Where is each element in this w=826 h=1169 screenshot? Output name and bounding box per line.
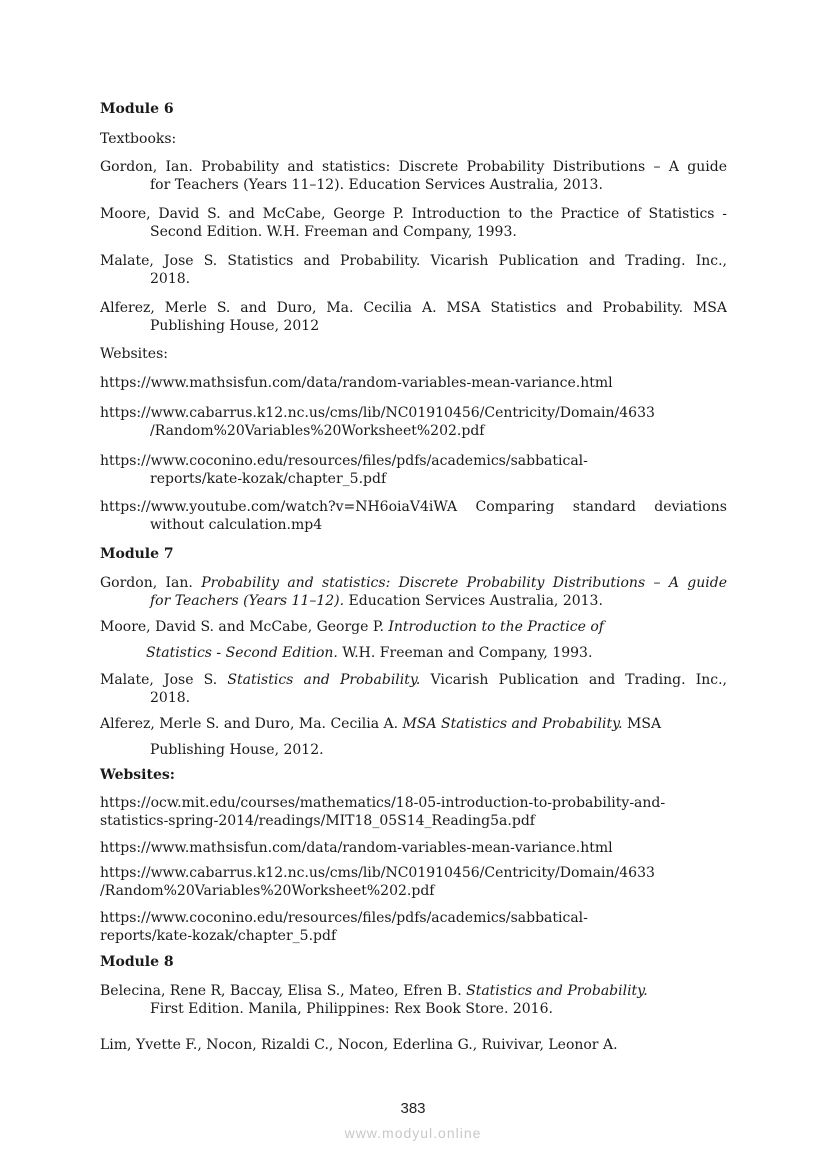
- heading-module-7: [100, 545, 174, 563]
- ref-line: [150, 317, 319, 335]
- text-segment: Vicarish Publication and Trading. Inc.,: [420, 672, 727, 688]
- ref-line: [146, 644, 592, 662]
- ref-line: [150, 689, 190, 707]
- text-segment: reports/kate-kozak/chapter_5.pdf: [100, 928, 337, 944]
- ref-line: [150, 270, 190, 288]
- text-segment: Education Services Australia, 2013.: [344, 593, 603, 609]
- text-segment: statistics-spring-2014/readings/MIT18_05S14_Reading5a.pdf: [100, 813, 535, 829]
- text-segment: https://www.mathsisfun.com/data/random-variables-mean-variance.html: [100, 840, 613, 856]
- ref-line: [150, 176, 603, 194]
- ref-line: [100, 158, 727, 176]
- text-segment: Textbooks:: [100, 131, 177, 147]
- text-segment: MSA Statistics and Probability.: [402, 716, 623, 732]
- text-segment: Malate, Jose S. Statistics and Probability. Vicarish Publication and Trading. Inc.,: [100, 253, 727, 269]
- ref-line: [150, 223, 517, 241]
- text-segment: without calculation.mp4: [150, 517, 323, 533]
- text-segment: https://www.cabarrus.k12.nc.us/cms/lib/NC01910456/Centricity/Domain/4633: [100, 405, 655, 421]
- text-segment: https://www.cabarrus.k12.nc.us/cms/lib/NC01910456/Centricity/Domain/4633: [100, 865, 655, 881]
- text-segment: Moore, David S. and McCabe, George P.: [100, 619, 389, 635]
- heading-module-6: [100, 100, 174, 118]
- watermark: www.modyul.online: [344, 1125, 482, 1141]
- text-segment: 2018.: [150, 271, 191, 287]
- text-segment: Gordon, Ian. Probability and statistics: Discrete Probability Distributions – A guide: [100, 159, 727, 175]
- url-line: [100, 374, 613, 392]
- url-line: [100, 452, 588, 470]
- text-segment: /Random%20Variables%20Worksheet%202.pdf: [150, 423, 485, 439]
- ref-line: [150, 741, 324, 759]
- url-line: [100, 839, 613, 857]
- ref-line: [100, 1036, 618, 1054]
- text-segment: W.H. Freeman and Company, 1993.: [337, 645, 593, 661]
- ref-line: [100, 205, 727, 223]
- text-segment: MSA: [622, 716, 662, 732]
- ref-line: [100, 982, 648, 1000]
- label-textbooks: [100, 130, 176, 148]
- ref-line: [100, 252, 727, 270]
- text-segment: https://www.youtube.com/watch?v=NH6oiaV4iWA Comparing standard deviations: [100, 499, 727, 515]
- url-line: [100, 882, 434, 900]
- text-segment: Module 6: [100, 101, 174, 117]
- text-segment: Statistics and Probability.: [227, 672, 421, 688]
- text-segment: Alferez, Merle S. and Duro, Ma. Cecilia A.: [100, 716, 403, 732]
- url-line: [150, 470, 386, 488]
- text-segment: Publishing House, 2012.: [150, 742, 324, 758]
- ref-line: [100, 299, 727, 317]
- ref-line: [100, 671, 727, 689]
- page-number: 383: [400, 1100, 426, 1117]
- text-segment: https://www.coconino.edu/resources/files/pdfs/academics/sabbatical-: [100, 910, 588, 926]
- text-segment: Second Edition. W.H. Freeman and Company, 1993.: [150, 224, 517, 240]
- ref-line: [100, 715, 661, 733]
- text-segment: Introduction to the Practice of: [388, 619, 604, 635]
- text-segment: Websites:: [100, 346, 168, 362]
- text-segment: https://www.coconino.edu/resources/files/pdfs/academics/sabbatical-: [100, 453, 588, 469]
- ref-line: [150, 592, 603, 610]
- text-segment: First Edition. Manila, Philippines: Rex Book Store. 2016.: [150, 1001, 553, 1017]
- text-segment: Moore, David S. and McCabe, George P. Introduction to the Practice of Statistics -: [100, 206, 727, 222]
- text-segment: Websites:: [100, 767, 175, 783]
- url-line: [150, 422, 484, 440]
- url-line: [100, 909, 588, 927]
- url-line: [100, 864, 727, 882]
- text-segment: for Teachers (Years 11–12). Education Services Australia, 2013.: [150, 177, 603, 193]
- url-line: [150, 516, 322, 534]
- url-line: [100, 812, 535, 830]
- heading-websites: [100, 766, 175, 784]
- text-segment: Belecina, Rene R, Baccay, Elisa S., Mateo, Efren B.: [100, 983, 467, 999]
- ref-line: [150, 1000, 553, 1018]
- ref-line: [100, 574, 727, 592]
- text-segment: Probability and statistics: Discrete Probability Distributions – A guide: [201, 575, 727, 591]
- text-segment: https://www.mathsisfun.com/data/random-variables-mean-variance.html: [100, 375, 613, 391]
- text-segment: Gordon, Ian.: [100, 575, 202, 591]
- text-segment: 2018.: [150, 690, 191, 706]
- url-line: [100, 794, 727, 812]
- text-segment: https://ocw.mit.edu/courses/mathematics/18-05-introduction-to-probability-and-: [100, 795, 666, 811]
- text-segment: /Random%20Variables%20Worksheet%202.pdf: [100, 883, 435, 899]
- text-segment: Malate, Jose S.: [100, 672, 228, 688]
- heading-module-8: [100, 953, 174, 971]
- text-segment: Module 7: [100, 546, 174, 562]
- text-segment: Statistics - Second Edition.: [146, 645, 338, 661]
- text-segment: reports/kate-kozak/chapter_5.pdf: [150, 471, 387, 487]
- url-line: [100, 927, 336, 945]
- text-segment: Alferez, Merle S. and Duro, Ma. Cecilia A. MSA Statistics and Probability. MSA: [100, 300, 727, 316]
- text-segment: Module 8: [100, 954, 174, 970]
- text-segment: Publishing House, 2012: [150, 318, 320, 334]
- text-segment: Statistics and Probability.: [466, 983, 648, 999]
- url-line: [100, 404, 727, 422]
- url-line: [100, 498, 727, 516]
- label-websites: [100, 345, 168, 363]
- ref-line: [100, 618, 604, 636]
- text-segment: Lim, Yvette F., Nocon, Rizaldi C., Nocon, Ederlina G., Ruivivar, Leonor A.: [100, 1037, 618, 1053]
- text-segment: for Teachers (Years 11–12).: [150, 593, 345, 609]
